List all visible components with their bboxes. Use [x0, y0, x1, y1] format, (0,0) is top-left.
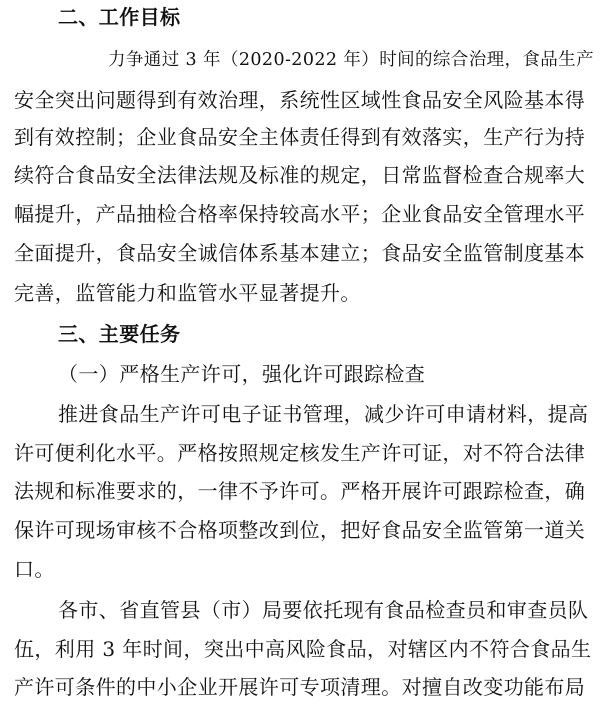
para1-line-2: 许可便利化水平。严格按照规定核发生产许可证，对不符合法律 — [14, 441, 586, 465]
para1-line-4: 保许可现场审核不合格项整改到位，把好食品安全监管第一道关 — [14, 518, 586, 542]
para1-line-3: 法规和标准要求的，一律不予许可。严格开展许可跟踪检查，确 — [14, 479, 586, 503]
section-heading-goals: 二、工作目标 — [58, 5, 181, 29]
section-heading-tasks: 三、主要任务 — [58, 322, 181, 346]
goals-line-4: 续符合食品安全法律法规及标准的规定，日常监督检查合规率大 — [14, 163, 586, 187]
goals-line-2: 安全突出问题得到有效治理，系统性区域性食品安全风险基本得 — [14, 88, 586, 112]
goals-line-6: 全面提升，食品安全诚信体系基本建立；食品安全监管制度基本 — [14, 241, 586, 265]
para2-line-1: 各市、省直管县（市）局要依托现有食品检查员和审查员队 — [58, 598, 589, 622]
goals-line-1: 力争通过 3 年（2020-2022 年）时间的综合治理，食品生产 — [108, 50, 595, 70]
para2-line-3: 产许可条件的中小企业开展许可专项清理。对擅自改变功能布局 — [14, 675, 586, 699]
subsection-heading-licensing: （一）严格生产许可，强化许可跟踪检查 — [58, 362, 426, 386]
goals-line-3: 到有效控制；企业食品安全主体责任得到有效落实，生产行为持 — [14, 125, 586, 149]
para2-line-2: 伍，利用 3 年时间，突出中高风险食品，对辖区内不符合食品生 — [14, 637, 592, 661]
para1-line-5: 口。 — [14, 557, 55, 581]
para1-line-1: 推进食品生产许可电子证书管理，减少许可申请材料，提高 — [58, 402, 589, 426]
goals-line-5: 幅提升，产品抽检合格率保持较高水平；企业食品安全管理水平 — [14, 202, 586, 226]
goals-line-7: 完善，监管能力和监管水平显著提升。 — [14, 281, 361, 305]
